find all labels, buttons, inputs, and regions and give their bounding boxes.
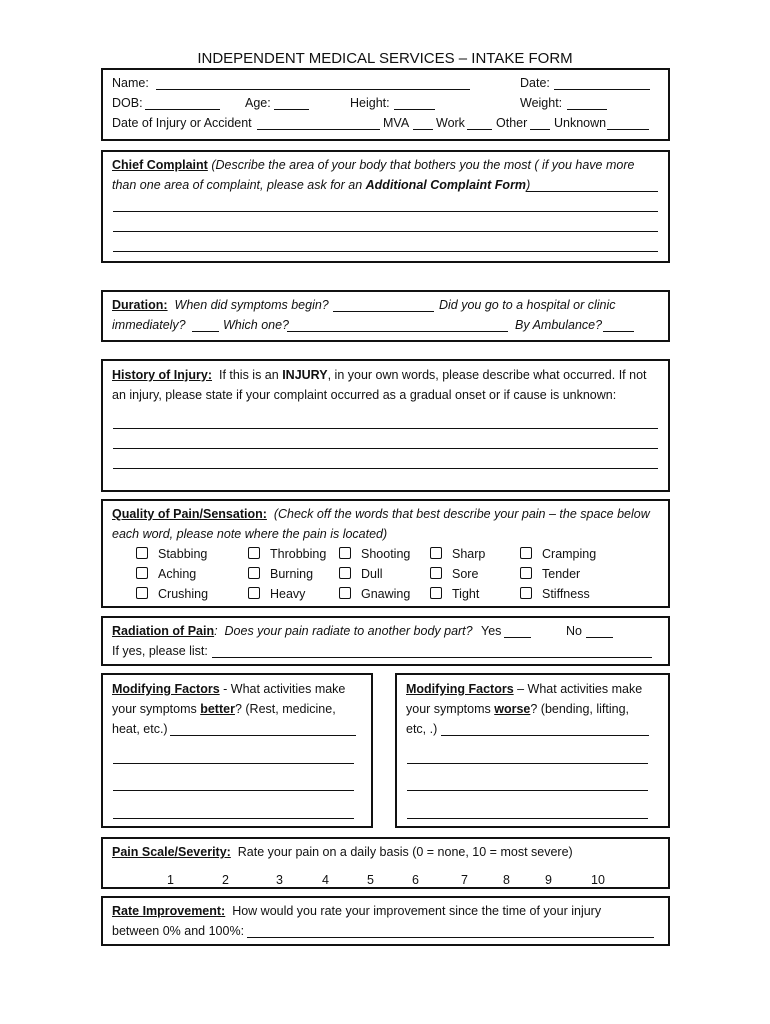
unknown-label: Unknown xyxy=(554,116,607,130)
modifying-worse-line[interactable] xyxy=(407,790,648,791)
which-one-field[interactable] xyxy=(287,331,508,332)
other-field[interactable] xyxy=(530,129,550,130)
modifying-better-line[interactable] xyxy=(113,818,354,819)
unknown-field[interactable] xyxy=(607,129,649,130)
date-of-injury-field[interactable] xyxy=(257,129,380,130)
modifying-better-line[interactable] xyxy=(113,790,354,791)
quality-instructions: (Check off the words that best describe your pain – the space below xyxy=(273,507,650,521)
checkbox-shooting[interactable]: Shooting xyxy=(339,544,410,564)
chief-complaint-field[interactable] xyxy=(526,191,658,192)
name-label: Name: xyxy=(112,76,149,90)
date-of-injury-label: Date of Injury or Accident xyxy=(112,116,252,130)
pain-scale-option[interactable]: 1 xyxy=(167,873,174,887)
checkbox-icon[interactable] xyxy=(430,547,442,559)
improvement-heading: Rate Improvement: xyxy=(112,904,226,918)
dob-field[interactable] xyxy=(145,109,220,110)
checkbox-dull[interactable]: Dull xyxy=(339,564,383,584)
checkbox-icon[interactable] xyxy=(248,547,260,559)
pain-scale-option[interactable]: 2 xyxy=(222,873,229,887)
chief-complaint-line[interactable] xyxy=(113,251,658,252)
checkbox-icon[interactable] xyxy=(520,547,532,559)
checkbox-tight[interactable]: Tight xyxy=(430,584,479,604)
modifying-better-heading: Modifying Factors xyxy=(112,682,220,696)
checkbox-icon[interactable] xyxy=(248,567,260,579)
pain-scale-option[interactable]: 5 xyxy=(367,873,374,887)
checkbox-icon[interactable] xyxy=(520,567,532,579)
age-label: Age: xyxy=(245,96,271,110)
checkbox-stiffness[interactable]: Stiffness xyxy=(520,584,590,604)
modifying-better-field[interactable] xyxy=(170,735,356,736)
improvement-field[interactable] xyxy=(247,937,654,938)
radiation-heading: Radiation of Pain xyxy=(112,624,215,638)
modifying-better-line[interactable] xyxy=(113,763,354,764)
history-line[interactable] xyxy=(113,448,658,449)
checkbox-throbbing[interactable]: Throbbing xyxy=(248,544,326,564)
duration-heading: Duration: xyxy=(112,298,168,312)
worse-keyword: worse xyxy=(494,702,531,716)
checkbox-icon[interactable] xyxy=(136,547,148,559)
improvement-range-label: between 0% and 100%: xyxy=(112,924,245,938)
mva-field[interactable] xyxy=(413,129,433,130)
modifying-worse-line[interactable] xyxy=(407,818,648,819)
history-instructions: an injury, please state if your complaint occurred as a gradual onset or if cause is unknown: xyxy=(112,388,617,402)
checkbox-tender[interactable]: Tender xyxy=(520,564,580,584)
checkbox-heavy[interactable]: Heavy xyxy=(248,584,305,604)
weight-label: Weight: xyxy=(520,96,563,110)
immediately-field[interactable] xyxy=(192,331,219,332)
pain-scale-option[interactable]: 3 xyxy=(276,873,283,887)
which-one-label: Which one? xyxy=(223,318,290,332)
pain-scale-option[interactable]: 6 xyxy=(412,873,419,887)
checkbox-cramping[interactable]: Cramping xyxy=(520,544,596,564)
pain-scale-option[interactable]: 7 xyxy=(461,873,468,887)
mva-label: MVA xyxy=(383,116,410,130)
better-keyword: better xyxy=(200,702,235,716)
checkbox-sharp[interactable]: Sharp xyxy=(430,544,485,564)
date-label: Date: xyxy=(520,76,550,90)
radiation-no-label: No xyxy=(566,624,582,638)
checkbox-icon[interactable] xyxy=(430,567,442,579)
checkbox-icon[interactable] xyxy=(520,587,532,599)
chief-complaint-heading: Chief Complaint xyxy=(112,158,208,172)
radiation-yes-field[interactable] xyxy=(504,637,531,638)
radiation-question: Does your pain radiate to another body part? xyxy=(224,624,473,638)
pain-scale-numbers xyxy=(0,870,770,890)
hospital-question: Did you go to a hospital or clinic xyxy=(439,298,616,312)
radiation-yes-label: Yes xyxy=(481,624,502,638)
name-field[interactable] xyxy=(156,89,470,90)
pain-scale-heading: Pain Scale/Severity: xyxy=(112,845,231,859)
modifying-worse-line[interactable] xyxy=(407,763,648,764)
modifying-worse-heading: Modifying Factors xyxy=(406,682,514,696)
ambulance-label: By Ambulance? xyxy=(515,318,603,332)
checkbox-sore[interactable]: Sore xyxy=(430,564,478,584)
weight-field[interactable] xyxy=(567,109,607,110)
radiation-list-field[interactable] xyxy=(212,657,652,658)
chief-complaint-line[interactable] xyxy=(113,211,658,212)
other-label: Other xyxy=(496,116,528,130)
quality-heading: Quality of Pain/Sensation: xyxy=(112,507,267,521)
height-label: Height: xyxy=(350,96,390,110)
chief-complaint-line[interactable] xyxy=(113,231,658,232)
history-line[interactable] xyxy=(113,428,658,429)
checkbox-stabbing[interactable]: Stabbing xyxy=(136,544,207,564)
pain-scale-instructions: Rate your pain on a daily basis (0 = none, 10 = most severe) xyxy=(237,845,573,859)
immediately-label: immediately? xyxy=(112,318,186,332)
pain-scale-option[interactable]: 8 xyxy=(503,873,510,887)
checkbox-icon[interactable] xyxy=(339,547,351,559)
checkbox-crushing[interactable]: Crushing xyxy=(136,584,208,604)
improvement-question: How would you rate your improvement since the time of your injury xyxy=(232,904,602,918)
radiation-no-field[interactable] xyxy=(586,637,613,638)
form-title: INDEPENDENT MEDICAL SERVICES – INTAKE FORM xyxy=(197,50,573,67)
checkbox-icon[interactable] xyxy=(136,567,148,579)
pain-scale-option[interactable]: 10 xyxy=(591,873,605,887)
checkbox-icon[interactable] xyxy=(339,587,351,599)
age-field[interactable] xyxy=(274,109,309,110)
symptoms-begin-field[interactable] xyxy=(333,311,434,312)
pain-scale-option[interactable]: 9 xyxy=(545,873,552,887)
pain-scale-option[interactable]: 4 xyxy=(322,873,329,887)
chief-complaint-instructions: (Describe the area of your body that bothers you the most ( if you have more xyxy=(211,158,635,172)
checkbox-aching[interactable]: Aching xyxy=(136,564,196,584)
radiation-list-label: If yes, please list: xyxy=(112,644,208,658)
ambulance-field[interactable] xyxy=(603,331,634,332)
checkbox-icon[interactable] xyxy=(430,587,442,599)
additional-complaint-form: Additional Complaint Form xyxy=(365,178,527,192)
checkbox-burning[interactable]: Burning xyxy=(248,564,313,584)
work-label: Work xyxy=(436,116,465,130)
symptoms-begin-label: When did symptoms begin? xyxy=(174,298,329,312)
history-heading: History of Injury: xyxy=(112,368,213,382)
height-field[interactable] xyxy=(394,109,435,110)
checkbox-gnawing[interactable]: Gnawing xyxy=(339,584,410,604)
checkbox-icon[interactable] xyxy=(248,587,260,599)
history-line[interactable] xyxy=(113,468,658,469)
date-field[interactable] xyxy=(554,89,650,90)
checkbox-icon[interactable] xyxy=(136,587,148,599)
checkbox-icon[interactable] xyxy=(339,567,351,579)
modifying-worse-field[interactable] xyxy=(441,735,649,736)
dob-label: DOB: xyxy=(112,96,143,110)
work-field[interactable] xyxy=(467,129,492,130)
